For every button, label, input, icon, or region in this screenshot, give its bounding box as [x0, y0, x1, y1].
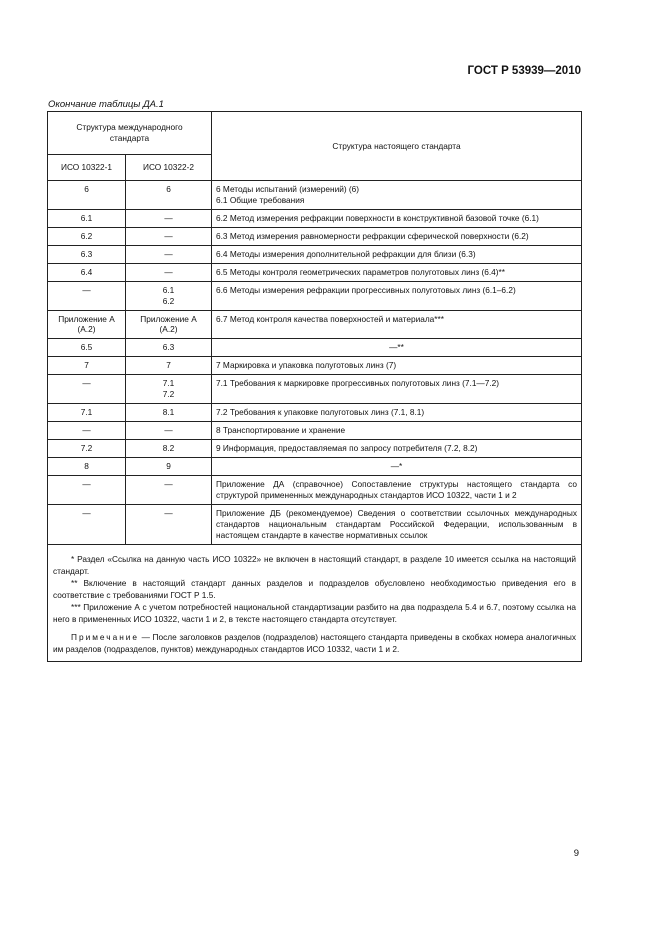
table-row	[48, 404, 582, 422]
iso2-cell: Приложение А (А.2)	[126, 310, 212, 339]
national-cell: 7 Маркировка и упаковка полуготовых линз (7)	[212, 357, 582, 375]
note-label: Примечание	[71, 631, 140, 642]
iso1-cell: 7.1	[48, 404, 126, 422]
national-cell: —**	[212, 339, 582, 357]
footnote: ** Включение в настоящий стандарт данных разделов и подразделов обусловлено необходимостью приведения его в соответствие с требованиями ГОСТ Р 1.5.	[53, 577, 576, 600]
iso2-cell: —	[126, 245, 212, 263]
header-intl-structure: Структура международного стандарта	[48, 112, 212, 155]
iso1-cell: —	[48, 422, 126, 440]
table-row	[48, 422, 582, 440]
iso1-cell: —	[48, 281, 126, 310]
iso1-cell: —	[48, 475, 126, 504]
table-row	[48, 375, 582, 404]
national-cell: 6 Методы испытаний (измерений) (6) 6.1 Общие требования	[212, 181, 582, 210]
table-row	[48, 504, 582, 544]
iso2-cell: 7	[126, 357, 212, 375]
footnote: * Раздел «Ссылка на данную часть ИСО 10322» не включен в настоящий стандарт, в разделе 10 имеется ссылка на настоящий стандарт.	[53, 553, 576, 576]
table-note	[53, 631, 576, 655]
table-row	[48, 245, 582, 263]
national-cell: 6.5 Методы контроля геометрических параметров полуготовых линз (6.4)**	[212, 263, 582, 281]
iso1-cell: 6.3	[48, 245, 126, 263]
national-cell: —*	[212, 457, 582, 475]
national-cell: 7.1 Требования к маркировке прогрессивных полуготовых линз (7.1—7.2)	[212, 375, 582, 404]
iso1-cell: —	[48, 375, 126, 404]
table-row	[48, 227, 582, 245]
iso2-cell: 6	[126, 181, 212, 210]
national-cell: 6.7 Метод контроля качества поверхностей и материала***	[212, 310, 582, 339]
table-row	[48, 475, 582, 504]
iso1-cell: 6.2	[48, 227, 126, 245]
table-row	[48, 457, 582, 475]
note-text: — После заголовков разделов (подразделов) настоящего стандарта приведены в скобках номера аналогичных им разделов (подразделов, пунктов) международных стандартов ИСО 10332, части 1 и 2.	[53, 631, 576, 654]
iso2-cell: 6.3	[126, 339, 212, 357]
iso1-cell: —	[48, 504, 126, 544]
iso2-cell: 7.1 7.2	[126, 375, 212, 404]
header-iso-10322-1: ИСО 10322-1	[48, 155, 126, 181]
table-row	[48, 339, 582, 357]
national-cell: 6.6 Методы измерения рефракции прогрессивных полуготовых линз (6.1–6.2)	[212, 281, 582, 310]
table-row	[48, 440, 582, 458]
iso1-cell: 7.2	[48, 440, 126, 458]
header-national-structure: Структура настоящего стандарта	[212, 112, 582, 181]
national-cell: 6.2 Метод измерения рефракции поверхности в конструктивной базовой точке (6.1)	[212, 209, 582, 227]
national-cell: Приложение ДБ (рекомендуемое) Сведения о соответствии ссылочных международных стандартов национальным стандартам Российской Федерации, использованным в настоящем стандарте в качестве нормативных ссылок	[212, 504, 582, 544]
page-number: 9	[573, 848, 579, 859]
iso2-cell: 8.2	[126, 440, 212, 458]
iso1-cell: 7	[48, 357, 126, 375]
iso2-cell: —	[126, 263, 212, 281]
iso2-cell: —	[126, 227, 212, 245]
iso2-cell: 8.1	[126, 404, 212, 422]
table-row	[48, 263, 582, 281]
iso2-cell: —	[126, 475, 212, 504]
national-cell: Приложение ДА (справочное) Сопоставление структуры настоящего стандарта со структурой примененных международных стандартов ИСО 10322, части 1 и 2	[212, 475, 582, 504]
doc-number: ГОСТ Р 53939—2010	[467, 65, 581, 77]
footnotes-cell	[48, 544, 582, 661]
iso2-cell: —	[126, 504, 212, 544]
iso2-cell: 6.1 6.2	[126, 281, 212, 310]
national-cell: 7.2 Требования к упаковке полуготовых линз (7.1, 8.1)	[212, 404, 582, 422]
table-row	[48, 181, 582, 210]
table-row	[48, 281, 582, 310]
header-iso-10322-2: ИСО 10322-2	[126, 155, 212, 181]
national-cell: 6.3 Метод измерения равномерности рефракции сферической поверхности (6.2)	[212, 227, 582, 245]
national-cell: 9 Информация, предоставляемая по запросу потребителя (7.2, 8.2)	[212, 440, 582, 458]
table-row	[48, 357, 582, 375]
iso1-cell: 6.4	[48, 263, 126, 281]
notes-row	[48, 544, 582, 661]
footnote: *** Приложение А с учетом потребностей национальной стандартизации разбито на два подраздела 5.4 и 6.7, поэтому ссылка на него в примененных ИСО 10322, части 1 и 2, в тексте настоящего стандарта отсутствует.	[53, 601, 576, 624]
iso2-cell: 9	[126, 457, 212, 475]
national-cell: 6.4 Методы измерения дополнительной рефракции для близи (6.3)	[212, 245, 582, 263]
table-row	[48, 209, 582, 227]
iso2-cell: —	[126, 209, 212, 227]
iso1-cell: 6.1	[48, 209, 126, 227]
iso1-cell: 6	[48, 181, 126, 210]
iso1-cell: 6.5	[48, 339, 126, 357]
iso1-cell: 8	[48, 457, 126, 475]
iso2-cell: —	[126, 422, 212, 440]
national-cell: 8 Транспортирование и хранение	[212, 422, 582, 440]
structure-table	[47, 111, 582, 662]
iso1-cell: Приложение А (А.2)	[48, 310, 126, 339]
table-row	[48, 310, 582, 339]
table-caption: Окончание таблицы ДА.1	[48, 99, 164, 110]
